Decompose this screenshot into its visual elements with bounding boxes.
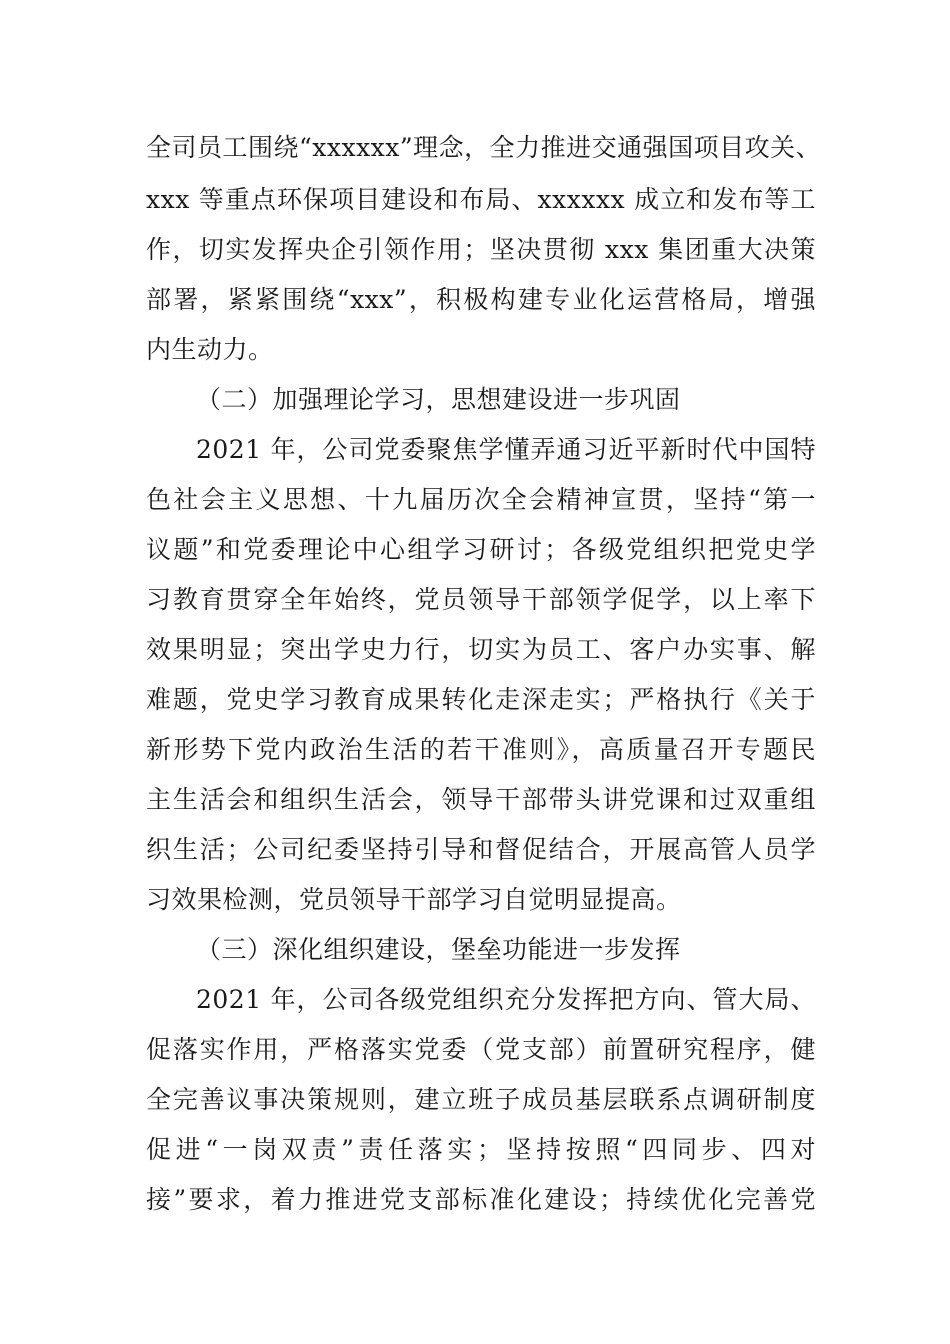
paragraph-1-line-5: 内生动力。 bbox=[146, 335, 274, 364]
paragraph-2-line-6: 难题，党史学习教育成果转化走深走实；严格执行《关于 bbox=[146, 685, 816, 714]
paragraph-2-line-4: 习教育贯穿全年始终，党员领导干部领学促学，以上率下 bbox=[146, 585, 816, 614]
paragraph-3-line-1: 2021 年，公司各级党组织充分发挥把方向、管大局、 bbox=[196, 985, 816, 1014]
paragraph-1-line-3: 作，切实发挥央企引领作用；坚决贯彻 xxx 集团重大决策 bbox=[146, 235, 816, 264]
paragraph-2-line-1: 2021 年，公司党委聚焦学懂弄通习近平新时代中国特 bbox=[196, 435, 816, 464]
paragraph-2-line-7: 新形势下党内政治生活的若干准则》，高质量召开专题民 bbox=[146, 735, 816, 764]
section-heading-2: （二）加强理论学习，思想建设进一步巩固 bbox=[196, 385, 681, 414]
paragraph-2-line-2: 色社会主义思想、十九届历次全会精神宣贯，坚持“第一 bbox=[146, 485, 816, 514]
paragraph-1-line-1: 全司员工围绕“xxxxxx”理念，全力推进交通强国项目攻关、 bbox=[146, 133, 822, 162]
paragraph-2-line-8: 主生活会和组织生活会，领导干部带头讲党课和过双重组 bbox=[146, 785, 816, 814]
paragraph-3-line-3: 全完善议事决策规则，建立班子成员基层联系点调研制度 bbox=[146, 1085, 816, 1114]
paragraph-1-line-2: xxx 等重点环保项目建设和布局、xxxxxx 成立和发布等工 bbox=[146, 185, 816, 214]
paragraph-2-line-10: 习效果检测，党员领导干部学习自觉明显提高。 bbox=[146, 885, 682, 914]
paragraph-2-line-5: 效果明显；突出学史力行，切实为员工、客户办实事、解 bbox=[146, 635, 816, 664]
paragraph-2-line-9: 织生活；公司纪委坚持引导和督促结合，开展高管人员学 bbox=[146, 835, 816, 864]
paragraph-3-line-2: 促落实作用，严格落实党委（党支部）前置研究程序，健 bbox=[146, 1035, 816, 1064]
paragraph-3-line-5: 接”要求，着力推进党支部标准化建设；持续优化完善党 bbox=[146, 1185, 816, 1214]
section-heading-3: （三）深化组织建设，堡垒功能进一步发挥 bbox=[196, 935, 681, 964]
paragraph-1-line-4: 部署，紧紧围绕“xxx”，积极构建专业化运营格局，增强 bbox=[146, 285, 816, 314]
paragraph-2-line-3: 议题”和党委理论中心组学习研讨；各级党组织把党史学 bbox=[146, 535, 816, 564]
paragraph-3-line-4: 促进“一岗双责”责任落实；坚持按照“四同步、四对 bbox=[146, 1135, 816, 1164]
